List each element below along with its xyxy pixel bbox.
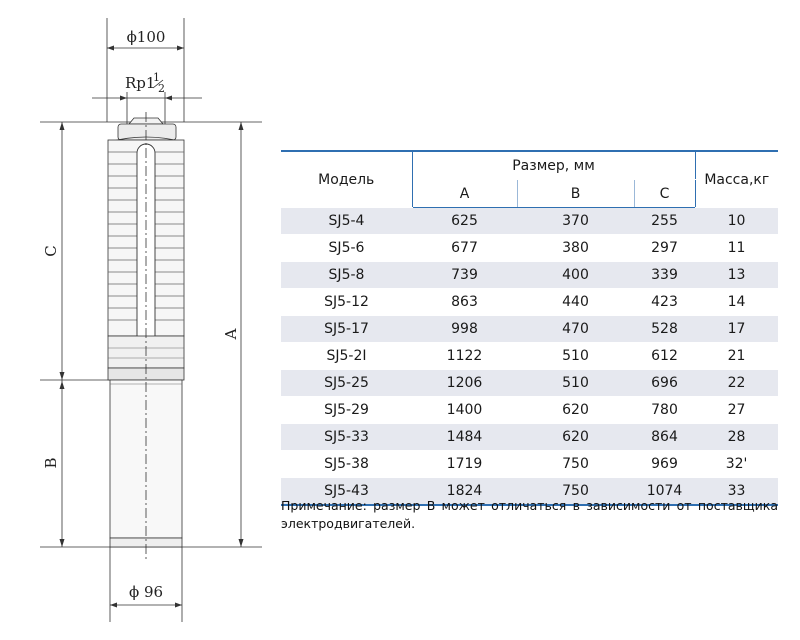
- cell-mass: 13: [695, 262, 778, 289]
- header-model: Модель: [281, 151, 412, 208]
- cell-mass: 28: [695, 424, 778, 451]
- cell-c: 864: [634, 424, 695, 451]
- pump-body: [108, 112, 184, 560]
- header-b: B: [517, 180, 634, 208]
- footnote: Примечание: размер В может отличаться в зависимости от поставщика электродвигателей.: [281, 498, 778, 531]
- cell-b: 370: [517, 208, 634, 235]
- thread-frac-den: 2: [158, 82, 165, 95]
- cell-b: 750: [517, 478, 634, 506]
- cell-b: 470: [517, 316, 634, 343]
- table-row: [281, 343, 778, 370]
- cell-a: 998: [412, 316, 517, 343]
- cell-model: SJ5-2I: [281, 343, 412, 370]
- table-row: [281, 208, 778, 235]
- cell-mass: 22: [695, 370, 778, 397]
- cell-c: 696: [634, 370, 695, 397]
- cell-a: 863: [412, 289, 517, 316]
- cell-model: SJ5-43: [281, 478, 412, 506]
- cell-a: 1206: [412, 370, 517, 397]
- cell-c: 1074: [634, 478, 695, 506]
- header-size: Размер, мм: [412, 151, 695, 180]
- cell-c: 780: [634, 397, 695, 424]
- cell-c: 969: [634, 451, 695, 478]
- cell-mass: 17: [695, 316, 778, 343]
- cell-c: 255: [634, 208, 695, 235]
- table-row: [281, 235, 778, 262]
- cell-c: 612: [634, 343, 695, 370]
- pump-dimension-drawing: [0, 0, 270, 640]
- thread-frac-num: 1: [153, 71, 160, 84]
- table-row: [281, 262, 778, 289]
- cell-c: 423: [634, 289, 695, 316]
- cell-b: 510: [517, 343, 634, 370]
- header-mass: Масса,кг: [695, 151, 778, 208]
- cell-b: 620: [517, 424, 634, 451]
- cell-model: SJ5-6: [281, 235, 412, 262]
- cell-mass: 33: [695, 478, 778, 506]
- cell-b: 440: [517, 289, 634, 316]
- cell-c: 528: [634, 316, 695, 343]
- table-row: [281, 424, 778, 451]
- table-row: [281, 370, 778, 397]
- cell-model: SJ5-38: [281, 451, 412, 478]
- table-row: [281, 397, 778, 424]
- cell-a: 1122: [412, 343, 517, 370]
- b-dim-label: B: [42, 457, 60, 469]
- cell-a: 1484: [412, 424, 517, 451]
- cell-mass: 10: [695, 208, 778, 235]
- cell-a: 739: [412, 262, 517, 289]
- specification-table-body: [281, 208, 778, 506]
- table-row: [281, 451, 778, 478]
- cell-mass: 14: [695, 289, 778, 316]
- cell-c: 297: [634, 235, 695, 262]
- cell-a: 625: [412, 208, 517, 235]
- cell-mass: 32': [695, 451, 778, 478]
- cell-model: SJ5-17: [281, 316, 412, 343]
- cell-model: SJ5-33: [281, 424, 412, 451]
- cell-a: 1824: [412, 478, 517, 506]
- specification-table: [281, 150, 778, 506]
- cell-b: 380: [517, 235, 634, 262]
- cell-c: 339: [634, 262, 695, 289]
- cell-mass: 11: [695, 235, 778, 262]
- header-c: C: [634, 180, 695, 208]
- a-dim-label: A: [222, 328, 240, 340]
- top-diameter-label: ϕ100: [126, 28, 166, 46]
- cell-b: 620: [517, 397, 634, 424]
- header-a: A: [412, 180, 517, 208]
- cell-mass: 21: [695, 343, 778, 370]
- cell-a: 1719: [412, 451, 517, 478]
- cell-b: 400: [517, 262, 634, 289]
- c-dim-label: C: [42, 245, 60, 257]
- cell-a: 1400: [412, 397, 517, 424]
- bottom-diameter-label: ϕ 96: [128, 583, 164, 601]
- table-row: [281, 316, 778, 343]
- cell-mass: 27: [695, 397, 778, 424]
- thread-label: Rp1: [125, 74, 156, 92]
- table-row: [281, 289, 778, 316]
- cell-model: SJ5-8: [281, 262, 412, 289]
- cell-model: SJ5-12: [281, 289, 412, 316]
- cell-model: SJ5-25: [281, 370, 412, 397]
- cell-model: SJ5-4: [281, 208, 412, 235]
- cell-b: 510: [517, 370, 634, 397]
- cell-b: 750: [517, 451, 634, 478]
- cell-model: SJ5-29: [281, 397, 412, 424]
- cell-a: 677: [412, 235, 517, 262]
